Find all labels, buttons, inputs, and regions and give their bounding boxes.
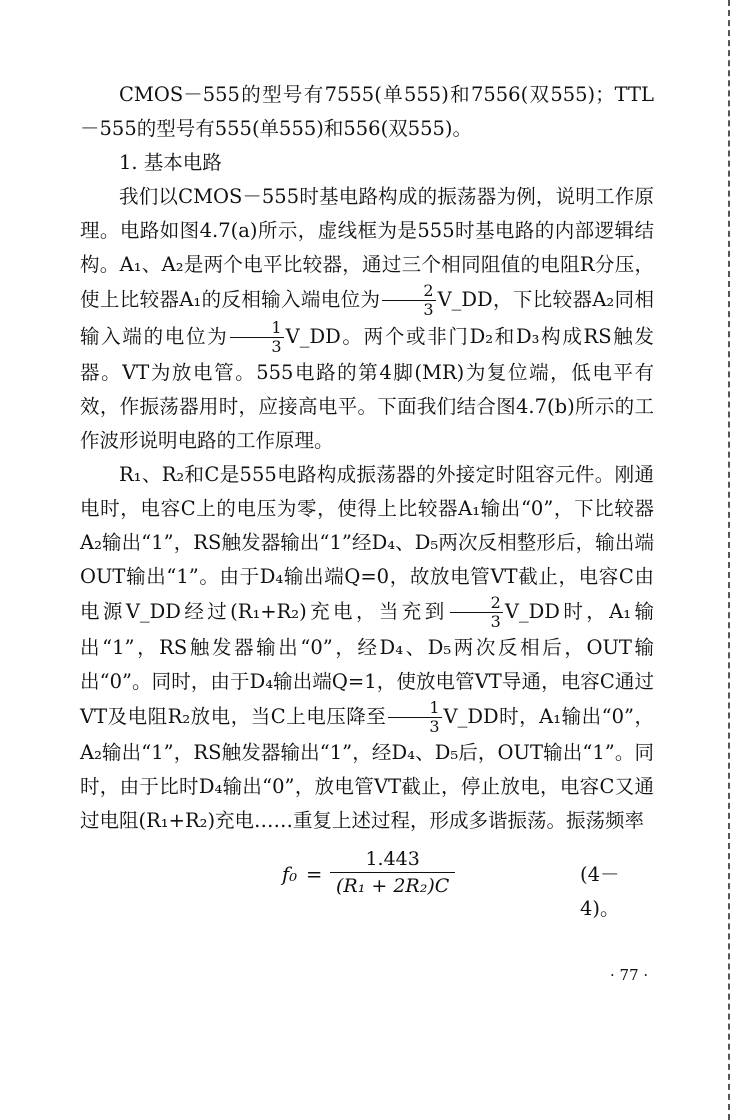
frequency-formula	[80, 842, 654, 920]
formula-fraction	[330, 846, 455, 899]
page-content	[80, 78, 654, 920]
page-edge-rule	[728, 0, 730, 1120]
fraction-one-third: $\frac{1}{3}$	[230, 319, 283, 356]
paragraph-model-numbers: CMOS－555的型号有7555(单555)和7556(双555)；TTL－555的型号有555(单555)和556(双555)。	[80, 83, 654, 140]
section-heading: 1. 基本电路	[119, 151, 222, 174]
circuit-text-part-3: V_DD。两个或非门D₂和D₃构成RS触发器。VT为放电管。555电路的第4脚(MR)为复位端，低电平有效，作振荡器用时，应接高电平。下面我们结合图4.7(b)所示的工作波形说明电路的工作原理。	[80, 325, 654, 452]
circuit-text-part-2: V_DD，下比较器A₂同相输入端的电位为	[80, 288, 654, 348]
formula-lhs: f₀	[282, 863, 298, 886]
formula-equals: =	[306, 863, 323, 886]
page-number: · 77 ·	[610, 966, 649, 984]
equation-number: (4－4)。	[580, 863, 620, 920]
formula-numerator: 1.443	[330, 846, 455, 873]
fraction-one-third-2: $\frac{1}{3}$	[388, 699, 441, 736]
operation-text-part-3: V_DD时，A₁输出“0”，A₂输出“1”，RS触发器输出“1”，经D₄、D₅后，OUT输出“1”。同时，由于比时D₄输出“0”，放电管VT截止，停止放电，电容C又通过电阻(R₁+R₂)充电……重复上述过程，形成多谐振荡。振荡频率	[80, 705, 654, 832]
circuit-text-part-1: 我们以CMOS－555时基电路构成的振荡器为例，说明工作原理。电路如图4.7(a)所示，虚线框为是555时基电路的内部逻辑结构。A₁、A₂是两个电平比较器，通过三个相同阻值的电阻R分压，使上比较器A₁的反相输入端电位为	[80, 185, 654, 311]
fraction-two-thirds: $\frac{2}{3}$	[382, 282, 435, 319]
paragraph-circuit-description	[80, 180, 654, 458]
formula-denominator: (R₁ + 2R₂)C	[336, 875, 450, 897]
fraction-two-thirds-2: $\frac{2}{3}$	[450, 594, 503, 631]
operation-text-part-1: R₁、R₂和C是555电路构成振荡器的外接定时阻容元件。刚通电时，电容C上的电压为零，使得上比较器A₁输出“0”，下比较器A₂输出“1”，RS触发器输出“1”经D₄、D₅两次反相整形后，输出端OUT输出“1”。由于D₄输出端Q=0，故放电管VT截止，电容C由电源V_DD经过(R₁+R₂)充电，当充到	[80, 463, 654, 623]
operation-text-part-2: V_DD时，A₁输出“1”，RS触发器输出“0”，经D₄、D₅两次反相后，OUT输出“0”。同时，由于D₄输出端Q=1，使放电管VT导通，电容C通过VT及电阻R₂放电，当C上电压降至	[80, 600, 654, 728]
paragraph-operation	[80, 458, 654, 838]
